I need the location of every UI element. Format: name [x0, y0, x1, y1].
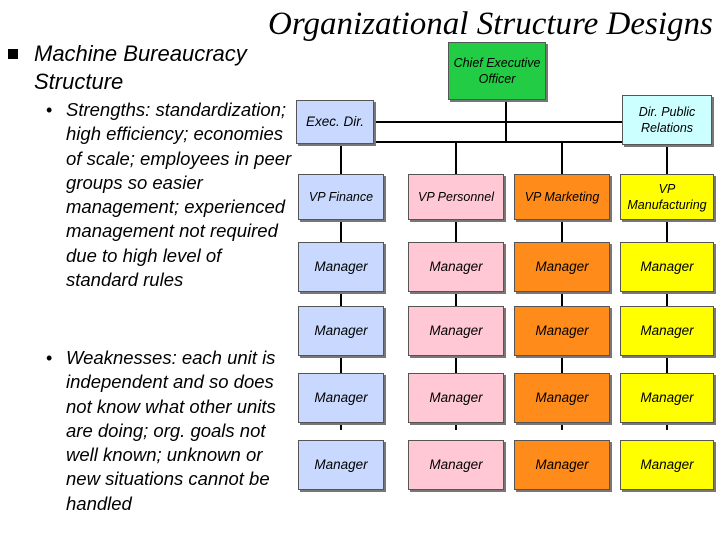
manager-box: Manager — [514, 306, 610, 356]
manager-box: Manager — [514, 373, 610, 423]
vp-bus-line — [340, 141, 667, 143]
manager-box: Manager — [408, 440, 504, 490]
vp-drop-line — [455, 141, 457, 174]
manager-box: Manager — [298, 373, 384, 423]
manager-box: Manager — [620, 373, 714, 423]
manager-box: Manager — [620, 306, 714, 356]
vp-manufacturing-box: VP Manufacturing — [620, 174, 714, 220]
exec-dir-box: Exec. Dir. — [296, 100, 374, 144]
manager-box: Manager — [514, 440, 610, 490]
vp-drop-line — [561, 141, 563, 174]
manager-box: Manager — [620, 440, 714, 490]
manager-box: Manager — [408, 373, 504, 423]
manager-box: Manager — [298, 242, 384, 292]
vp-personnel-box: VP Personnel — [408, 174, 504, 220]
dir-public-relations-box: Dir. Public Relations — [622, 95, 712, 145]
manager-box: Manager — [298, 306, 384, 356]
slide-title: Organizational Structure Designs — [268, 6, 713, 42]
vp-finance-box: VP Finance — [298, 174, 384, 220]
staff-connector — [374, 121, 622, 123]
vp-drop-line — [340, 141, 342, 174]
vp-marketing-box: VP Marketing — [514, 174, 610, 220]
section-heading: Machine Bureaucracy Structure — [34, 41, 247, 94]
bullet-dot-icon: • — [46, 100, 53, 120]
manager-box: Manager — [298, 440, 384, 490]
manager-box: Manager — [408, 306, 504, 356]
bullet-dot-icon: • — [46, 348, 53, 368]
ceo-box: Chief Executive Officer — [448, 42, 546, 100]
bullet-square-icon — [8, 49, 18, 59]
weaknesses-text: Weaknesses: each unit is independent and so does not know what other units are doing; org. goals not well known; unknown or new situations cannot be handled — [66, 347, 276, 514]
strengths-text: Strengths: standardization; high efficiency; economies of scale; employees in peer groups so easier management; experienced management not required due to high level of standard rules — [66, 99, 292, 291]
vp-drop-line — [666, 141, 668, 174]
manager-box: Manager — [408, 242, 504, 292]
manager-box: Manager — [620, 242, 714, 292]
manager-box: Manager — [514, 242, 610, 292]
